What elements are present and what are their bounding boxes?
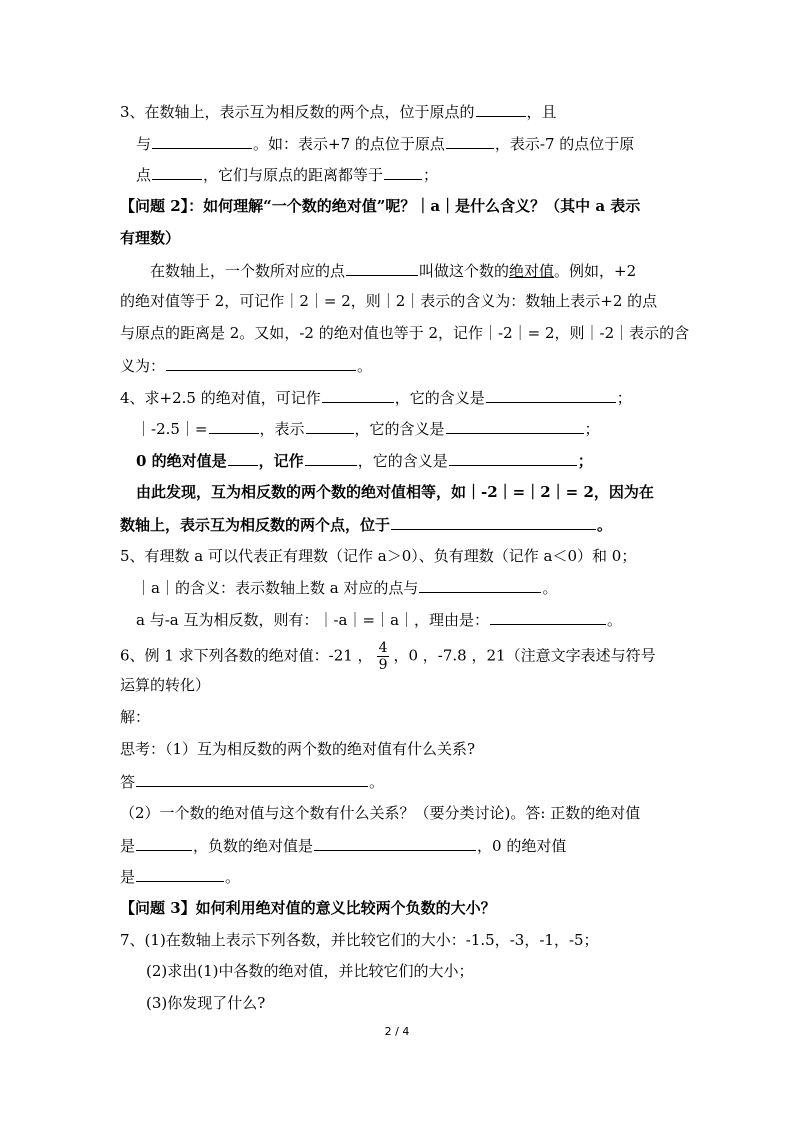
blank <box>449 450 577 466</box>
item6-solution-label: 解： <box>120 708 151 726</box>
term-absolute-value: 绝对值 <box>509 262 555 280</box>
item5-line3: a 与-a 互为相反数，则有：｜-a｜=｜a｜，理由是： 。 <box>136 611 623 629</box>
blank <box>384 164 422 180</box>
blank <box>136 866 224 882</box>
item4-line1: 4、求+2.5 的绝对值，可记作 ，它的含义是 ； <box>120 389 632 407</box>
fraction-four-ninths: $\frac{4}{9}$ <box>378 640 388 673</box>
item6-think1: 思考：（1）互为相反数的两个数的绝对值有什么关系? <box>120 740 476 758</box>
blank <box>306 418 354 434</box>
item6-line1: 6、例 1 求下列各数的绝对值：-21 ， $\frac{4}{9}$ ，0 ，-7.8 ，21（注意文字表述与符号 <box>120 640 656 673</box>
item7-line1: 7、(1)在数轴上表示下列各数，并比较它们的大小：-1.5，-3，-1，-5； <box>120 931 599 949</box>
item4-line2: ｜-2.5｜= ，表示 ，它的含义是 ； <box>136 420 600 438</box>
item6-answer3: 是 。 <box>120 868 241 886</box>
blank <box>136 771 368 787</box>
blank <box>490 609 606 625</box>
q2-para-line2: 的绝对值等于 2，可记作｜2｜= 2，则｜2｜表示的含义为：数轴上表示+2 的点 <box>120 292 658 310</box>
item4-line3: 0 的绝对值是 ，记作 ，它的含义是 ； <box>136 452 593 470</box>
question3-heading: 【问题 3】如何利用绝对值的意义比较两个负数的大小？ <box>120 899 496 917</box>
item3-line3: 点 ，它们与原点的距离都等于 ； <box>136 166 439 184</box>
item7-line2: (2)求出(1)中各数的绝对值，并比较它们的大小； <box>146 962 474 980</box>
blank <box>152 164 202 180</box>
blank <box>346 260 418 276</box>
blank <box>446 418 584 434</box>
item4-line4: 由此发现，互为相反数的两个数的绝对值相等，如｜-2｜=｜2｜= 2，因为在 <box>136 483 654 501</box>
item6-answer1: 答 。 <box>120 773 385 791</box>
blank <box>446 133 494 149</box>
item3-line1: 3、在数轴上，表示互为相反数的两个点，位于原点的 ，且 <box>120 103 557 121</box>
item5-line2: ｜a｜的含义：表示数轴上数 a 对应的点与 。 <box>136 579 558 597</box>
blank <box>419 577 541 593</box>
blank <box>209 418 259 434</box>
item6-answer2: 是 ，负数的绝对值是 ，0 的绝对值 <box>120 837 567 855</box>
blank <box>486 387 616 403</box>
q2-para-line1: 在数轴上，一个数所对应的点 叫做这个数的绝对值。例如，+2 <box>150 262 637 280</box>
page-number: 2 / 4 <box>384 1025 410 1038</box>
blank <box>314 835 476 851</box>
question2-heading: 【问题 2】：如何理解“一个数的绝对值”呢？｜a｜是什么含义？（其中 a 表示 <box>120 197 641 215</box>
blank <box>136 835 192 851</box>
blank <box>391 514 596 530</box>
q2-para-line3: 与原点的距离是 2。又如，-2 的绝对值也等于 2，记作｜-2｜= 2，则｜-2｜表示的含 <box>120 324 690 342</box>
item5-line1: 5、有理数 a 可以代表正有理数（记作 a＞0）、负有理数（记作 a＜0）和 0； <box>120 547 637 565</box>
blank <box>166 355 356 371</box>
blank <box>476 101 526 117</box>
question2-heading-cont: 有理数） <box>120 229 181 247</box>
q2-para-line4: 义为： 。 <box>120 357 373 375</box>
item4-line5: 数轴上，表示互为相反数的两个点，位于 。 <box>120 516 613 534</box>
blank <box>152 133 252 149</box>
item7-line3: (3)你发现了什么? <box>146 994 266 1012</box>
blank <box>305 450 357 466</box>
item6-think2: （2）一个数的绝对值与这个数有什么关系？（要分类讨论)。答: 正数的绝对值 <box>120 804 641 822</box>
blank <box>228 450 258 466</box>
item3-line2: 与 。如：表示+7 的点位于原点 ，表示-7 的点位于原 <box>136 135 635 153</box>
item6-line2: 运算的转化） <box>120 676 211 694</box>
blank <box>322 387 394 403</box>
